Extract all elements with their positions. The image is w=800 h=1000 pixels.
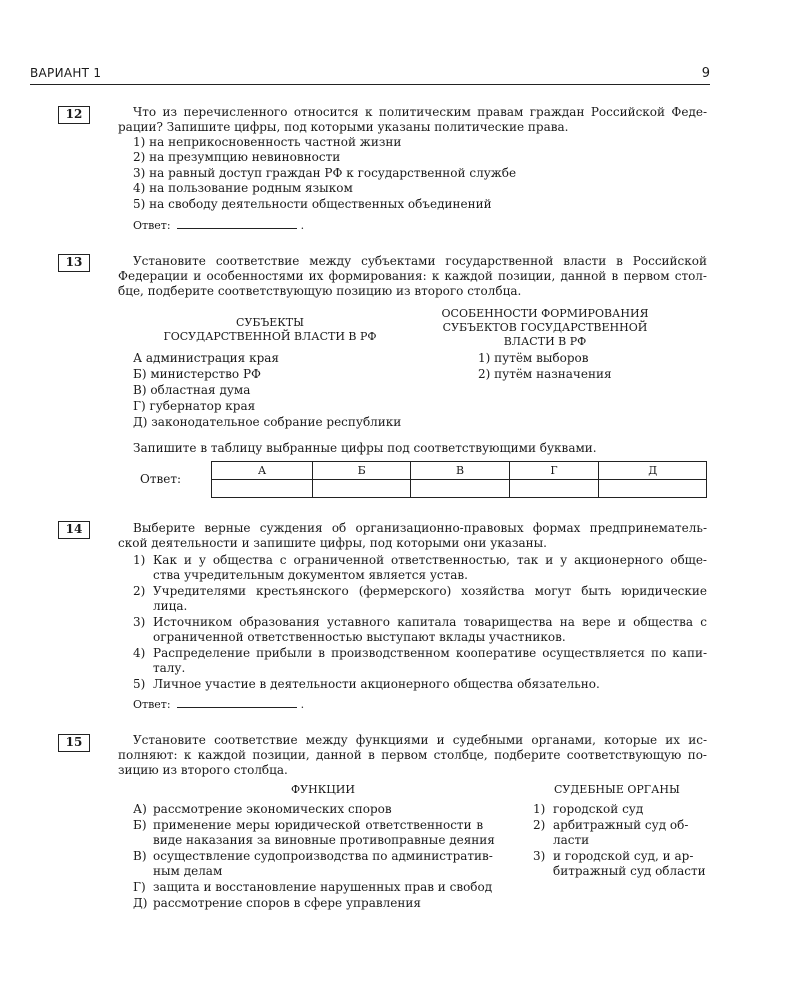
question-14-line: Выберите верные суждения об организационно-правовых формах предпринематель- [133, 521, 707, 535]
item-mark: 5) [133, 677, 146, 691]
answer-table-header-row [212, 462, 707, 480]
question-12-option-3: 3) на равный доступ граждан РФ к государственной службе [133, 166, 517, 180]
answer-label: Ответ: [133, 698, 171, 711]
question-13-col1-header [140, 316, 400, 344]
col2-header-line: СУБЪЕКТОВ ГОСУДАРСТВЕННОЙ [442, 321, 648, 334]
question-14-answer: Ответ: . [133, 698, 305, 711]
item-mark: 3) [533, 849, 546, 863]
answer-table-input-row [212, 480, 707, 498]
question-14-line: ской деятельности и запишите цифры, под которыми они указаны. [118, 536, 547, 550]
answer-table-letter: А [212, 462, 313, 480]
question-12-line: Что из перечисленного относится к политическим правам граждан Российской Феде- [133, 105, 707, 119]
variant-label: ВАРИАНТ 1 [30, 66, 102, 80]
question-12-line: рации? Запишите цифры, под которыми указаны политические права. [118, 120, 569, 134]
item-line: битражный суд области [553, 864, 706, 878]
question-15-col2-header: СУДЕБНЫЕ ОРГАНЫ [554, 783, 680, 796]
question-13-item-g: Г) губернатор края [133, 399, 256, 413]
question-13-table-instruction: Запишите в таблицу выбранные цифры под соответствующими буквами. [133, 441, 597, 455]
col1-header-line: ГОСУДАРСТВЕННОЙ ВЛАСТИ В РФ [163, 330, 377, 343]
question-12-option-1: 1) на неприкосновенность частной жизни [133, 135, 402, 149]
question-13-text [133, 254, 707, 269]
question-13-option-2: 2) путём назначения [478, 367, 612, 381]
col2-header-line: ОСОБЕННОСТИ ФОРМИРОВАНИЯ [441, 307, 649, 320]
answer-cell-d[interactable] [599, 480, 707, 498]
question-13-line: Установите соответствие между субъектами государственной власти в Российской [133, 254, 707, 268]
question-13-line: бце, подберите соответствующую позицию из второго столбца. [118, 284, 522, 298]
col2-header-line: ВЛАСТИ В РФ [503, 335, 587, 348]
question-13-line: Федерации и особенностями их формирования: к каждой позиции, данной в первом стол- [118, 269, 707, 283]
item-line: ласти [553, 833, 590, 847]
item-line: ным делам [153, 864, 223, 878]
question-13-option-1: 1) путём выборов [478, 351, 589, 365]
item-mark: 1) [133, 553, 146, 567]
answer-cell-b[interactable] [313, 480, 411, 498]
item-mark: Д) [133, 896, 148, 910]
item-line: Учредителями крестьянского (фермерского) хозяйства могут быть юридические [153, 584, 707, 598]
question-14-number: 14 [58, 521, 90, 539]
question-13-answer-label: Ответ: [140, 472, 182, 486]
question-12-option-5: 5) на свободу деятельности общественных объединений [133, 197, 492, 211]
answer-cell-g[interactable] [509, 480, 599, 498]
question-13-text-cont [118, 269, 707, 284]
answer-table-letter: Д [599, 462, 707, 480]
question-12-number: 12 [58, 106, 90, 124]
item-mark: 1) [533, 802, 546, 816]
item-line: арбитражный суд об- [553, 818, 689, 832]
question-13-item-v: В) областная дума [133, 383, 251, 397]
item-mark: 2) [133, 584, 146, 598]
item-line: городской суд [553, 802, 644, 816]
answer-input-line[interactable] [177, 697, 297, 708]
item-mark: 2) [533, 818, 546, 832]
answer-table-letter: В [411, 462, 509, 480]
question-13-item-d: Д) законодательное собрание республики [133, 415, 402, 429]
item-line: рассмотрение споров в сфере управления [153, 896, 421, 910]
item-line: Личное участие в деятельности акционерного общества обязательно. [153, 677, 600, 691]
item-mark: А) [133, 802, 147, 816]
question-13-item-b: Б) министерство РФ [133, 367, 261, 381]
item-line: применение меры юридической ответственности в [153, 818, 484, 832]
answer-cell-v[interactable] [411, 480, 509, 498]
item-line: осуществление судопроизводства по административ- [153, 849, 493, 863]
answer-table-letter: Г [509, 462, 599, 480]
question-13-col2-header [420, 307, 670, 349]
answer-table-letter: Б [313, 462, 411, 480]
item-line: и городской суд, и ар- [553, 849, 694, 863]
page-header [30, 66, 710, 85]
item-line: защита и восстановление нарушенных прав и свобод [153, 880, 493, 894]
question-15-number: 15 [58, 734, 90, 752]
question-13-item-a: А администрация края [133, 351, 279, 365]
question-13-number: 13 [58, 254, 90, 272]
question-12-option-4: 4) на пользование родным языком [133, 181, 353, 195]
item-mark: 3) [133, 615, 146, 629]
question-15-line: зицию из второго столбца. [118, 763, 288, 777]
item-mark: 4) [133, 646, 146, 660]
item-mark: Б) [133, 818, 147, 832]
question-15-col1-header: ФУНКЦИИ [291, 783, 355, 796]
question-13-answer-table [211, 461, 707, 498]
question-15-line: Установите соответствие между функциями и судебными органами, которые их ис- [133, 733, 707, 747]
item-line: ства учредительным документом является устав. [153, 568, 468, 582]
col1-header-line: СУБЪЕКТЫ [236, 316, 304, 329]
item-line: ограниченной ответственностью выступают вклады участников. [153, 630, 566, 644]
question-12-answer: Ответ: . [133, 219, 305, 232]
item-line: Как и у общества с ограниченной ответственностью, так и у акционерного обще- [153, 553, 707, 567]
answer-cell-a[interactable] [212, 480, 313, 498]
item-line: лица. [153, 599, 188, 613]
item-mark: В) [133, 849, 147, 863]
item-line: виде наказания за виновные противоправные деяния [153, 833, 495, 847]
page-number: 9 [701, 66, 710, 81]
question-14-text [133, 521, 707, 536]
item-line: Источником образования уставного капитала товарищества на вере и общества с [153, 615, 707, 629]
question-12-text [133, 105, 707, 120]
item-line: талу. [153, 661, 186, 675]
item-mark: Г) [133, 880, 146, 894]
question-15-line: полняют: к каждой позиции, данной в первом столбце, подберите соответствующую по- [118, 748, 707, 762]
question-15-text-cont [118, 748, 707, 763]
question-12-option-2: 2) на презумпцию невиновности [133, 150, 341, 164]
item-line: рассмотрение экономических споров [153, 802, 392, 816]
item-line: Распределение прибыли в производственном кооперативе осуществляется по капи- [153, 646, 707, 660]
answer-label: Ответ: [133, 219, 171, 232]
answer-input-line[interactable] [177, 218, 297, 229]
question-15-text [133, 733, 707, 748]
